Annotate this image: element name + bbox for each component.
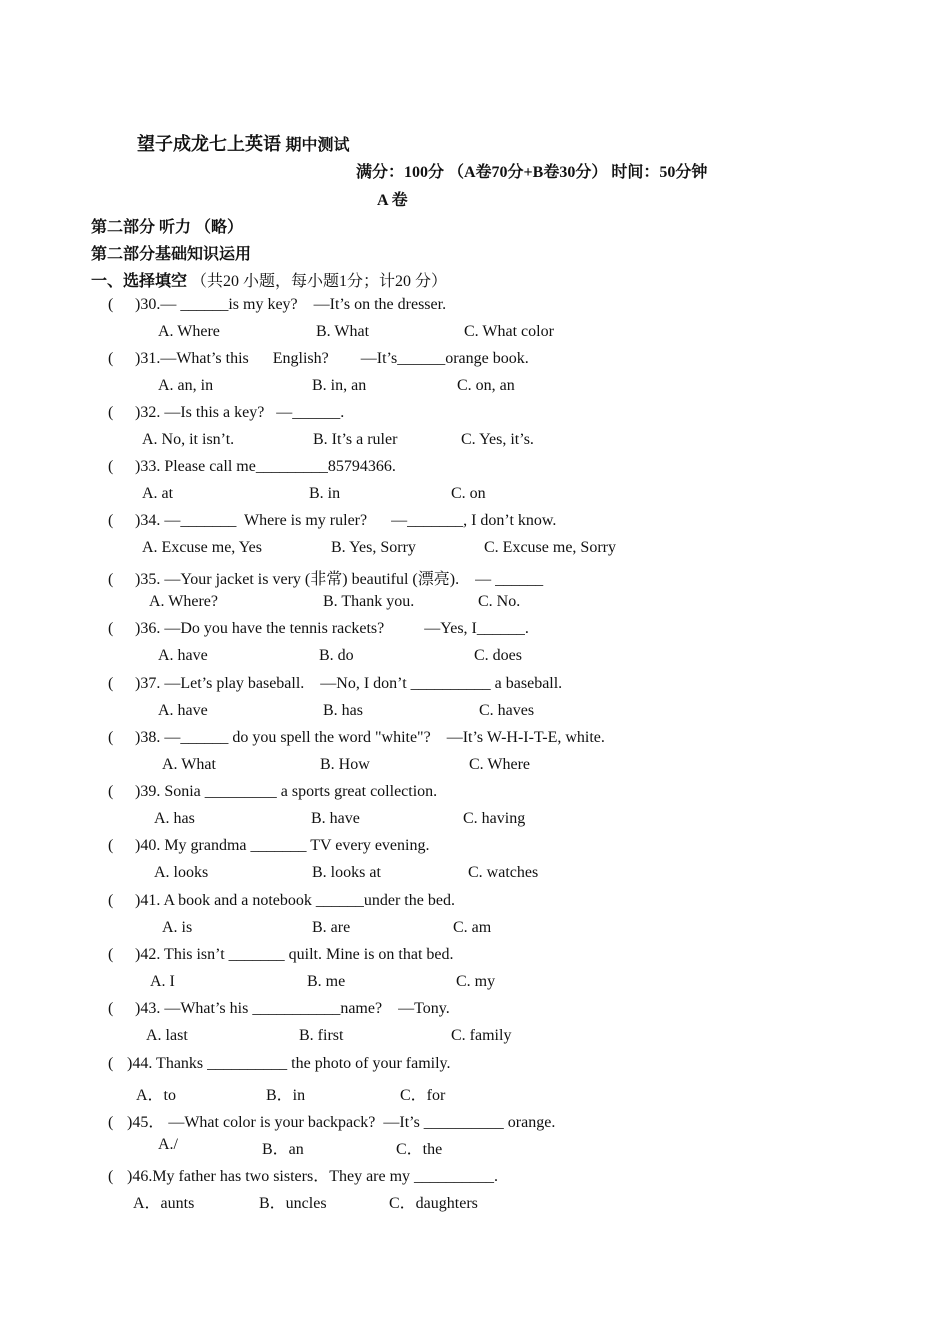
question-stem: )44. Thanks __________ the photo of your family. (127, 1055, 451, 1072)
option-c: C. does (474, 647, 522, 664)
option-b: B. do (319, 647, 354, 664)
answer-paren: ( (108, 675, 114, 692)
title-main: 望子成龙七上英语 (137, 134, 281, 154)
option-c: C. Yes, it’s. (461, 431, 534, 448)
question-stem: )33. Please call me_________85794366. (135, 458, 396, 475)
answer-paren: ( (108, 620, 114, 637)
question-43 (108, 1000, 450, 1018)
option-c: C．for (400, 1087, 446, 1104)
option-a: A．aunts (133, 1195, 195, 1212)
option-a: A. has (154, 810, 195, 827)
answer-paren: ( (108, 729, 114, 746)
answer-paren: ( (108, 946, 114, 963)
question-42 (108, 946, 454, 964)
option-a: A. an, in (158, 377, 214, 394)
option-c: C. watches (468, 864, 539, 881)
question-45 (108, 1109, 555, 1132)
option-a: A. No, it isn’t. (142, 431, 235, 448)
question-37 (108, 675, 562, 693)
option-c: C. on, an (457, 377, 515, 394)
question-39 (108, 783, 437, 801)
question-stem: )35. —Your jacket is very (非常) beautiful (漂亮). — ______ (135, 571, 544, 588)
question-38 (108, 729, 605, 747)
option-a: A. Where? (149, 593, 218, 610)
paper-label: A 卷 (377, 192, 408, 209)
option-b: B. looks at (312, 864, 381, 881)
option-b: B. What (316, 323, 370, 340)
option-b: B. in, an (312, 377, 367, 394)
question-stem: )41. A book and a notebook ______under the bed. (135, 892, 455, 909)
option-c: C. having (463, 810, 526, 827)
question-stem: )38. —______ do you spell the word "white"? —It’s W-H-I-T-E, white. (135, 729, 605, 746)
answer-paren: ( (108, 1055, 114, 1072)
option-b: B. first (299, 1027, 344, 1044)
option-c: C．daughters (389, 1195, 478, 1212)
question-30 (108, 296, 446, 314)
option-a: A. Excuse me, Yes (142, 539, 262, 556)
answer-paren: ( (108, 571, 114, 588)
question-stem: )40. My grandma _______ TV every evening. (135, 837, 430, 854)
question-46 (108, 1163, 498, 1186)
option-b: B．an (262, 1141, 304, 1158)
answer-paren: ( (108, 1168, 114, 1185)
question-stem: )32. —Is this a key? —______. (135, 404, 345, 421)
question-stem: )30.— ______is my key? —It’s on the dresser. (135, 296, 447, 313)
option-b: B. Yes, Sorry (331, 539, 416, 556)
question-stem: )37. —Let’s play baseball. —No, I don’t __________ a baseball. (135, 675, 563, 692)
score-line: 满分：100分 （A卷70分+B卷30分） 时间：50分钟 (356, 164, 708, 181)
question-stem: )31.—What’s this English? —It’s______orange book. (135, 350, 529, 367)
option-c: C. Where (469, 756, 531, 773)
option-a: A. have (158, 647, 208, 664)
question-stem: )34. —_______ Where is my ruler? —_______, I don’t know. (135, 512, 557, 529)
answer-paren: ( (108, 404, 114, 421)
option-a: A. What (162, 756, 216, 773)
question-stem: )39. Sonia _________ a sports great collection. (135, 783, 438, 800)
answer-paren: ( (108, 892, 114, 909)
answer-paren: ( (108, 1114, 114, 1131)
answer-paren: ( (108, 837, 114, 854)
option-c: C. am (453, 919, 492, 936)
option-b: B. has (323, 702, 363, 719)
part1-heading (91, 268, 447, 291)
question-36 (108, 620, 529, 638)
option-a: A. Where (158, 323, 220, 340)
question-44 (108, 1055, 451, 1073)
part1-note: （共20 小题，每小题1分；计20 分） (191, 273, 448, 290)
option-b: B. have (311, 810, 360, 827)
option-c: C. haves (479, 702, 535, 719)
question-stem: )45． —What color is your backpack? —It’s __________ orange. (127, 1114, 556, 1131)
question-stem: )43. —What’s his ___________name? —Tony. (135, 1000, 450, 1017)
question-31 (108, 350, 529, 368)
option-a: A./ (158, 1136, 178, 1153)
option-c: C. on (451, 485, 486, 502)
option-b: B．in (266, 1087, 306, 1104)
option-b: B. It’s a ruler (313, 431, 398, 448)
option-b: B. in (309, 485, 341, 502)
option-c: C. family (451, 1027, 512, 1044)
option-b: B. me (307, 973, 346, 990)
answer-paren: ( (108, 458, 114, 475)
option-a: A. looks (154, 864, 209, 881)
option-c: C．the (396, 1141, 443, 1158)
option-c: C. Excuse me, Sorry (484, 539, 616, 556)
option-c: C. my (456, 973, 496, 990)
question-41 (108, 892, 455, 910)
option-c: C. No. (478, 593, 521, 610)
section-listening: 第二部分 听力 （略） (91, 219, 244, 236)
question-34 (108, 512, 556, 530)
question-stem: )42. This isn’t _______ quilt. Mine is on that bed. (135, 946, 454, 963)
question-35 (108, 566, 543, 589)
part1-title: 一、选择填空 (91, 273, 188, 290)
answer-paren: ( (108, 783, 114, 800)
option-a: A. last (146, 1027, 188, 1044)
section-basics: 第二部分基础知识运用 (91, 246, 252, 263)
answer-paren: ( (108, 350, 114, 367)
answer-paren: ( (108, 512, 114, 529)
option-b: B. How (320, 756, 370, 773)
option-a: A. I (150, 973, 175, 990)
option-a: A. is (162, 919, 193, 936)
option-b: B. Thank you. (323, 593, 415, 610)
question-40 (108, 837, 429, 855)
document-title (137, 130, 350, 156)
answer-paren: ( (108, 1000, 114, 1017)
question-stem: )46.My father has two sisters．They are my __________. (127, 1168, 499, 1185)
option-a: A. at (142, 485, 174, 502)
question-32 (108, 404, 344, 422)
option-a: A. have (158, 702, 208, 719)
answer-paren: ( (108, 296, 114, 313)
option-b: B. are (312, 919, 351, 936)
option-b: B．uncles (259, 1195, 327, 1212)
title-suffix: 期中测试 (285, 137, 350, 154)
question-stem: )36. —Do you have the tennis rackets? —Yes, I______. (135, 620, 529, 637)
question-33 (108, 458, 396, 476)
option-a: A．to (136, 1087, 177, 1104)
option-c: C. What color (464, 323, 554, 340)
